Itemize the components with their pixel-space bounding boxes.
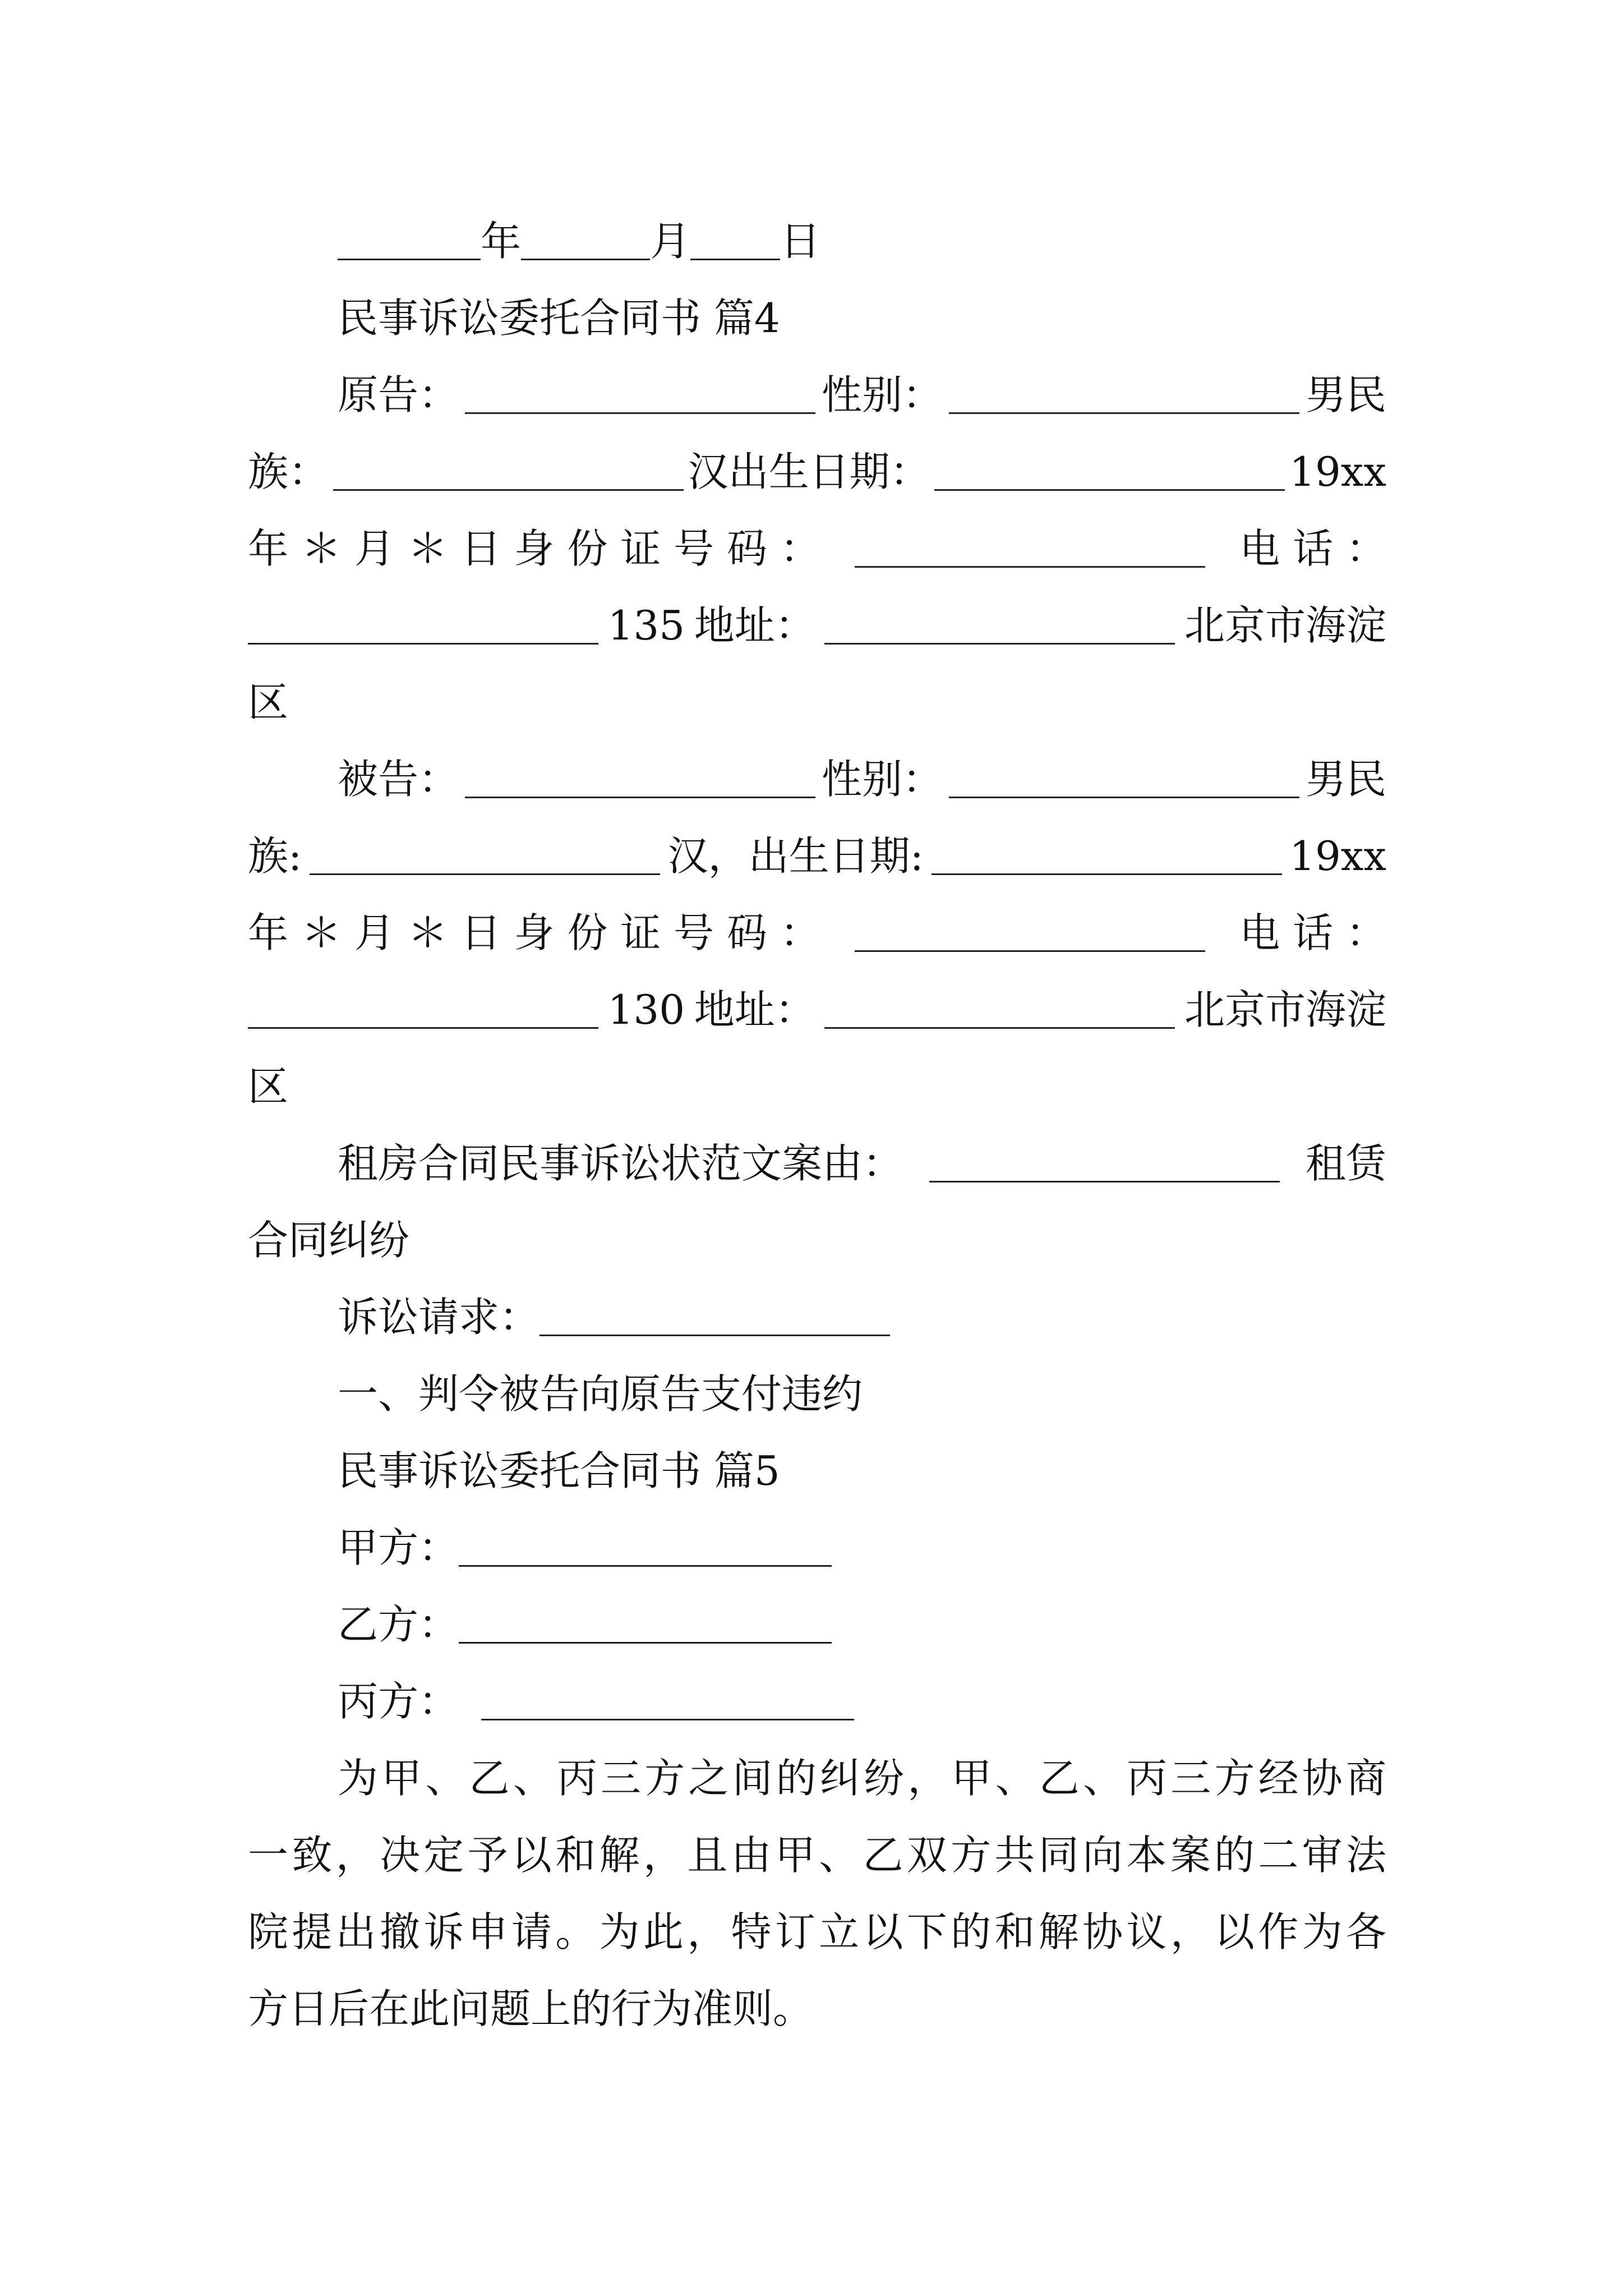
month-blank — [521, 213, 650, 260]
defendant-address-blank — [824, 981, 1175, 1029]
plaintiff-phone-label: 电 话 ： — [1239, 525, 1386, 572]
plaintiff-gender-value: 男民 — [1305, 371, 1386, 418]
plaintiff-birth-blank — [934, 443, 1285, 491]
paragraph-line-3: 院提出撤诉申请。为此，特订立以下的和解协议，以作为各 — [248, 1908, 1386, 1955]
defendant-line-4 — [248, 976, 1386, 1043]
defendant-birth-blank — [932, 827, 1282, 875]
party-c-line — [338, 1668, 1386, 1735]
defendant-address-value: 北京市海淀 — [1184, 986, 1386, 1033]
plaintiff-ethnic-blank — [333, 443, 684, 491]
defendant-birth-rest: 年 ＊ 月 ＊ 日 身 份 证 号 码 ： — [248, 909, 820, 956]
day-blank — [690, 213, 780, 260]
plaintiff-gender-blank — [949, 366, 1299, 414]
party-b-blank — [459, 1596, 832, 1644]
year-blank — [338, 213, 481, 260]
defendant-line-3 — [248, 899, 1386, 967]
defendant-line-1 — [338, 746, 1386, 813]
defendant-phone-label: 电 话 ： — [1239, 909, 1386, 956]
plaintiff-line-1 — [338, 361, 1386, 429]
claim-line — [338, 1283, 1386, 1351]
case-line — [338, 1130, 1386, 1197]
defendant-label: 被告： — [338, 756, 459, 803]
party-a-label: 甲方： — [338, 1524, 459, 1571]
party-c-blank — [481, 1673, 854, 1720]
defendant-id-blank — [855, 904, 1205, 952]
plaintiff-birth-year: 19xx — [1289, 448, 1386, 495]
party-a-blank — [459, 1519, 832, 1567]
case-label: 租房合同民事诉讼状范文案由： — [338, 1140, 903, 1187]
plaintiff-birth-rest: 年 ＊ 月 ＊ 日 身 份 证 号 码 ： — [248, 525, 820, 572]
plaintiff-phone-value: 135 — [607, 602, 685, 649]
defendant-gender-value: 男民 — [1305, 756, 1386, 803]
month-label: 月 — [650, 218, 691, 265]
defendant-name-blank — [465, 751, 815, 798]
year-label: 年 — [481, 218, 522, 265]
claim-label: 诉讼请求： — [338, 1294, 540, 1341]
plaintiff-ethnic-label: 族： — [248, 448, 329, 495]
paragraph-line-2: 一致，决定予以和解，且由甲、乙双方共同向本案的二审法 — [248, 1832, 1386, 1879]
plaintiff-id-blank — [855, 520, 1205, 568]
defendant-phone-value: 130 — [607, 986, 685, 1033]
defendant-line-2 — [248, 822, 1386, 890]
defendant-gender-blank — [949, 751, 1299, 798]
plaintiff-label: 原告： — [338, 371, 459, 418]
defendant-address-tail: 区 — [248, 1063, 289, 1110]
plaintiff-address-tail: 区 — [248, 679, 289, 726]
defendant-ethnic-blank — [310, 827, 660, 875]
party-b-line — [338, 1591, 1386, 1658]
section-4-heading: 民事诉讼委托合同书 篇4 — [338, 295, 780, 342]
plaintiff-ethnic-birth-label: 汉出生日期： — [688, 448, 930, 495]
defendant-gender-label: 性别： — [821, 756, 943, 803]
plaintiff-name-blank — [465, 366, 815, 414]
defendant-ethnic-birth-label: 汉，出生日期: — [667, 832, 924, 880]
date-line — [338, 208, 1386, 275]
plaintiff-address-label: 地址： — [694, 602, 815, 649]
claim-blank — [540, 1289, 890, 1336]
plaintiff-line-3 — [248, 515, 1386, 582]
plaintiff-address-value: 北京市海淀 — [1184, 602, 1386, 649]
case-tail: 合同纠纷 — [248, 1217, 410, 1264]
defendant-birth-year: 19xx — [1289, 832, 1386, 880]
party-b-label: 乙方： — [338, 1601, 459, 1648]
plaintiff-line-4 — [248, 592, 1386, 659]
plaintiff-line-2 — [248, 438, 1386, 505]
claim-item-1: 一、判令被告向原告支付违约 — [338, 1370, 863, 1418]
case-value: 租赁 — [1305, 1140, 1386, 1187]
day-label: 日 — [780, 218, 821, 265]
party-a-line — [338, 1514, 1386, 1581]
defendant-address-label: 地址： — [694, 986, 815, 1033]
paragraph-line-4: 方日后在此问题上的行为准则。 — [248, 1985, 814, 2032]
defendant-ethnic-label: 族: — [248, 832, 302, 880]
section-5-heading: 民事诉讼委托合同书 篇5 — [338, 1447, 780, 1494]
defendant-phone-blank — [248, 981, 598, 1029]
plaintiff-address-blank — [824, 597, 1175, 645]
case-blank — [929, 1135, 1280, 1182]
paragraph-line-1: 为甲、乙、丙三方之间的纠纷，甲、乙、丙三方经协商 — [338, 1755, 1386, 1802]
party-c-label: 丙方： — [338, 1678, 459, 1725]
plaintiff-phone-blank — [248, 597, 598, 645]
plaintiff-gender-label: 性别： — [821, 371, 943, 418]
